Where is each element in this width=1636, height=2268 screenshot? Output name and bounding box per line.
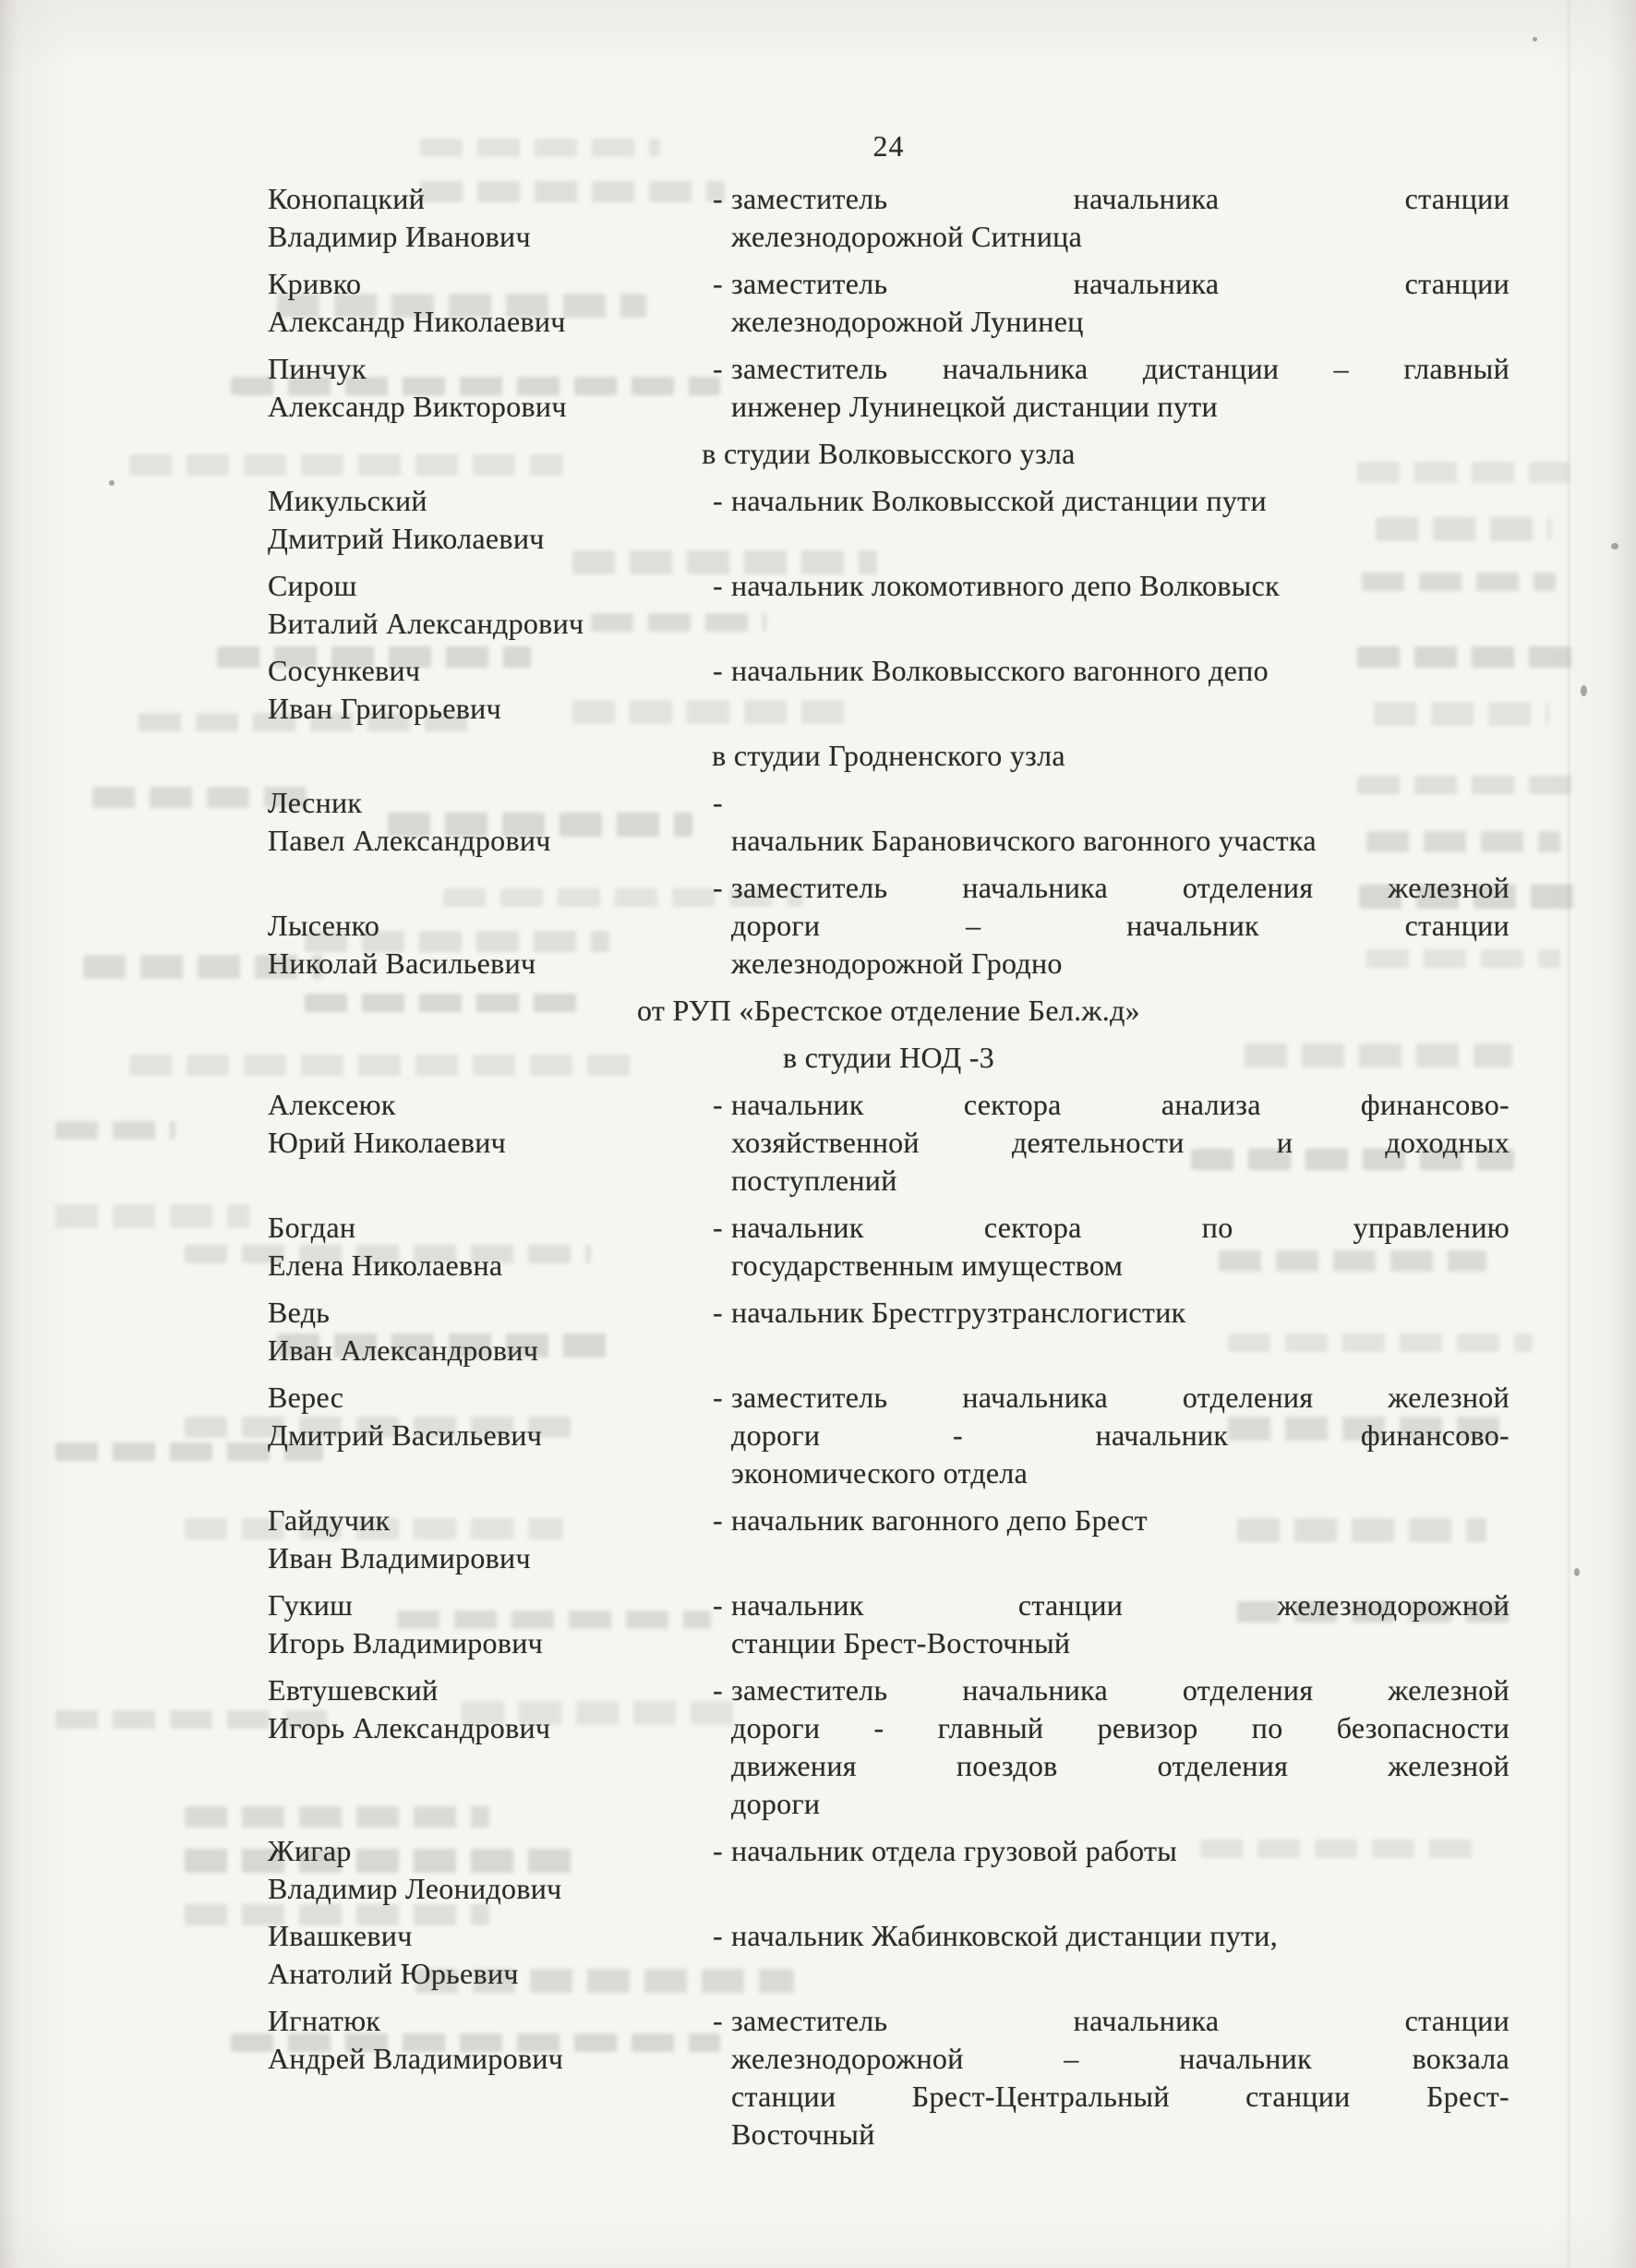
position-line: железнодорожной Гродно	[731, 947, 1063, 980]
person-position	[711, 869, 1510, 983]
person-surname: Лесник	[268, 786, 363, 819]
dash-separator: -	[713, 1919, 723, 1952]
person-name	[268, 482, 711, 558]
section-header: в студии Волковысского узла	[702, 437, 1076, 470]
person-given-names: Игорь Владимирович	[268, 1626, 544, 1659]
person-surname: Жигар	[268, 1834, 352, 1867]
dash-separator: -	[713, 182, 723, 215]
person-position	[711, 1586, 1510, 1662]
dash-separator: -	[713, 1503, 723, 1537]
person-given-names: Виталий Александрович	[268, 607, 584, 640]
person-given-names: Юрий Николаевич	[268, 1126, 507, 1159]
roster-entry	[268, 1086, 1510, 1200]
position-line: железнодорожной – начальник вокзала	[731, 2042, 1510, 2075]
roster-entry	[268, 1379, 1510, 1492]
position-line: поступлений	[731, 1164, 897, 1197]
dash-separator: -	[713, 352, 723, 385]
person-surname: Кривко	[268, 267, 362, 300]
dash-separator: -	[713, 1381, 723, 1414]
person-name	[268, 1086, 711, 1200]
person-surname: Алексеюк	[268, 1088, 396, 1121]
person-surname: Евтушевский	[268, 1673, 439, 1707]
position-line: дороги – начальник станции	[731, 909, 1510, 942]
dash-separator: -	[713, 1296, 723, 1329]
roster-entry	[268, 1586, 1510, 1662]
position-line: станции Брест-Центральный станции Брест-	[731, 2080, 1510, 2113]
dash-separator: -	[713, 1834, 723, 1867]
person-given-names: Иван Александрович	[268, 1333, 539, 1367]
person-given-names: Елена Николаевна	[268, 1249, 503, 1282]
person-given-names: Дмитрий Николаевич	[268, 522, 545, 555]
person-given-names: Владимир Леонидович	[268, 1872, 562, 1905]
position-line: начальник Волковысского вагонного депо	[731, 654, 1269, 687]
position-line: дороги	[731, 1787, 821, 1820]
position-line: дороги - начальник финансово-	[731, 1418, 1510, 1452]
person-position	[711, 1086, 1510, 1200]
person-name	[268, 1502, 711, 1577]
person-name	[268, 265, 711, 341]
roster-entry	[268, 652, 1510, 728]
person-name	[268, 180, 711, 256]
person-given-names: Дмитрий Васильевич	[268, 1418, 543, 1452]
scan-speck	[1574, 1568, 1580, 1576]
position-line: начальник Жабинковской дистанции пути,	[731, 1919, 1279, 1952]
roster-entry	[268, 869, 1510, 983]
person-given-names: Александр Николаевич	[268, 305, 566, 338]
person-position	[711, 265, 1510, 341]
position-line: начальник отдела грузовой работы	[731, 1834, 1178, 1867]
position-line: заместитель начальника дистанции – главный	[731, 352, 1510, 385]
position-line: экономического отдела	[731, 1456, 1029, 1490]
roster-entry	[268, 1209, 1510, 1285]
roster-entry	[268, 350, 1510, 426]
person-name	[268, 1294, 711, 1369]
position-line: станции Брест-Восточный	[731, 1626, 1071, 1659]
person-name	[268, 907, 711, 983]
dash-separator: -	[713, 786, 723, 819]
person-given-names: Анатолий Юрьевич	[268, 1957, 519, 1990]
person-given-names: Игорь Александрович	[268, 1711, 551, 1744]
person-name	[268, 1209, 711, 1285]
position-line: заместитель начальника отделения железной	[731, 871, 1510, 904]
dash-separator: -	[713, 1088, 723, 1121]
person-given-names: Андрей Владимирович	[268, 2042, 564, 2075]
person-given-names: Владимир Иванович	[268, 220, 531, 253]
person-name	[268, 784, 711, 860]
person-surname: Игнатюк	[268, 2004, 381, 2037]
position-line: начальник локомотивного депо Волковыск	[731, 569, 1280, 602]
position-line: заместитель начальника станции	[731, 2004, 1510, 2037]
dash-separator: -	[713, 484, 723, 517]
dash-separator: -	[713, 871, 723, 904]
section-header: в студии Гродненского узла	[712, 739, 1065, 772]
person-given-names: Иван Григорьевич	[268, 692, 501, 725]
person-surname: Гайдучик	[268, 1503, 391, 1537]
person-name	[268, 1917, 711, 1993]
position-line: заместитель начальника станции	[731, 267, 1510, 300]
roster-entry	[268, 1502, 1510, 1577]
page-number: 24	[872, 129, 905, 163]
person-name	[268, 2002, 711, 2153]
person-name	[268, 652, 711, 728]
roster-entry	[268, 567, 1510, 643]
person-position	[711, 784, 1510, 860]
scan-speck	[1533, 37, 1537, 42]
position-line: начальник Барановичского вагонного участка	[731, 824, 1317, 857]
person-given-names: Иван Владимирович	[268, 1541, 531, 1574]
position-line: дороги - главный ревизор по безопасности	[731, 1711, 1510, 1744]
dash-separator: -	[713, 1211, 723, 1244]
person-position	[711, 1294, 1510, 1369]
person-surname: Сирош	[268, 569, 357, 602]
position-line: заместитель начальника отделения железной	[731, 1673, 1510, 1707]
person-position	[711, 1502, 1510, 1577]
position-line: начальник Волковысской дистанции пути	[731, 484, 1267, 517]
person-given-names: Павел Александрович	[268, 824, 551, 857]
position-line: заместитель начальника станции	[731, 182, 1510, 215]
page-fold-line	[1568, 0, 1570, 2268]
position-line: инженер Лунинецкой дистанции пути	[731, 390, 1218, 423]
person-position	[711, 180, 1510, 256]
person-position	[711, 350, 1510, 426]
position-line: начальник сектора анализа финансово-	[731, 1088, 1510, 1121]
dash-separator: -	[713, 1673, 723, 1707]
position-line: железнодорожной Ситница	[731, 220, 1083, 253]
person-position	[711, 1832, 1510, 1908]
position-line: движения поездов отделения железной	[731, 1749, 1510, 1782]
position-line: начальник вагонного депо Брест	[731, 1503, 1148, 1537]
roster-entry	[268, 1671, 1510, 1823]
bleed-through-artifact	[55, 1121, 175, 1140]
person-given-names: Александр Викторович	[268, 390, 567, 423]
dash-separator: -	[713, 1588, 723, 1622]
person-surname: Лысенко	[268, 909, 380, 942]
person-surname: Ведь	[268, 1296, 331, 1329]
dash-separator: -	[713, 569, 723, 602]
person-name	[268, 1379, 711, 1492]
person-position	[711, 1671, 1510, 1823]
roster-entry	[268, 1917, 1510, 1993]
content-flow	[268, 180, 1510, 2153]
person-surname: Микульский	[268, 484, 427, 517]
position-line: хозяйственной деятельности и доходных	[731, 1126, 1510, 1159]
person-position	[711, 1917, 1510, 1993]
dash-separator: -	[713, 2004, 723, 2037]
person-surname: Конопацкий	[268, 182, 426, 215]
person-name	[268, 1671, 711, 1823]
bleed-through-artifact	[55, 1204, 249, 1228]
roster-entry	[268, 180, 1510, 256]
person-position	[711, 2002, 1510, 2153]
roster-entry	[268, 1832, 1510, 1908]
roster-entry	[268, 784, 1510, 860]
scan-speck	[1611, 543, 1618, 549]
position-line: заместитель начальника отделения железной	[731, 1381, 1510, 1414]
scan-speck	[1581, 685, 1587, 696]
dash-separator: -	[713, 654, 723, 687]
roster-entry	[268, 1294, 1510, 1369]
person-position	[711, 1379, 1510, 1492]
person-surname: Богдан	[268, 1211, 356, 1244]
position-line: государственным имуществом	[731, 1249, 1124, 1282]
person-surname: Ивашкевич	[268, 1919, 413, 1952]
position-line: начальник станции железнодорожной	[731, 1588, 1510, 1622]
person-surname: Верес	[268, 1381, 344, 1414]
person-name	[268, 350, 711, 426]
position-line: железнодорожной Лунинец	[731, 305, 1084, 338]
roster-entry	[268, 482, 1510, 558]
person-name	[268, 1586, 711, 1662]
person-position	[711, 652, 1510, 728]
person-position	[711, 482, 1510, 558]
position-line	[731, 784, 1510, 822]
person-position	[711, 567, 1510, 643]
document-content	[268, 0, 1510, 2163]
person-surname: Сосункевич	[268, 654, 421, 687]
person-name	[268, 1832, 711, 1908]
position-line: Восточный	[731, 2117, 875, 2151]
section-header: от РУП «Брестское отделение Бел.ж.д»	[637, 994, 1140, 1027]
roster-entry	[268, 2002, 1510, 2153]
scan-speck	[109, 480, 114, 486]
section-header: в студии НОД -3	[783, 1041, 994, 1074]
position-line: начальник сектора по управлению	[731, 1211, 1510, 1244]
person-surname: Пинчук	[268, 352, 367, 385]
person-given-names: Николай Васильевич	[268, 947, 536, 980]
person-surname: Гукиш	[268, 1588, 354, 1622]
position-line: начальник Брестгрузтранслогистик	[731, 1296, 1186, 1329]
roster-entry	[268, 265, 1510, 341]
person-position	[711, 1209, 1510, 1285]
dash-separator: -	[713, 267, 723, 300]
person-name	[268, 567, 711, 643]
